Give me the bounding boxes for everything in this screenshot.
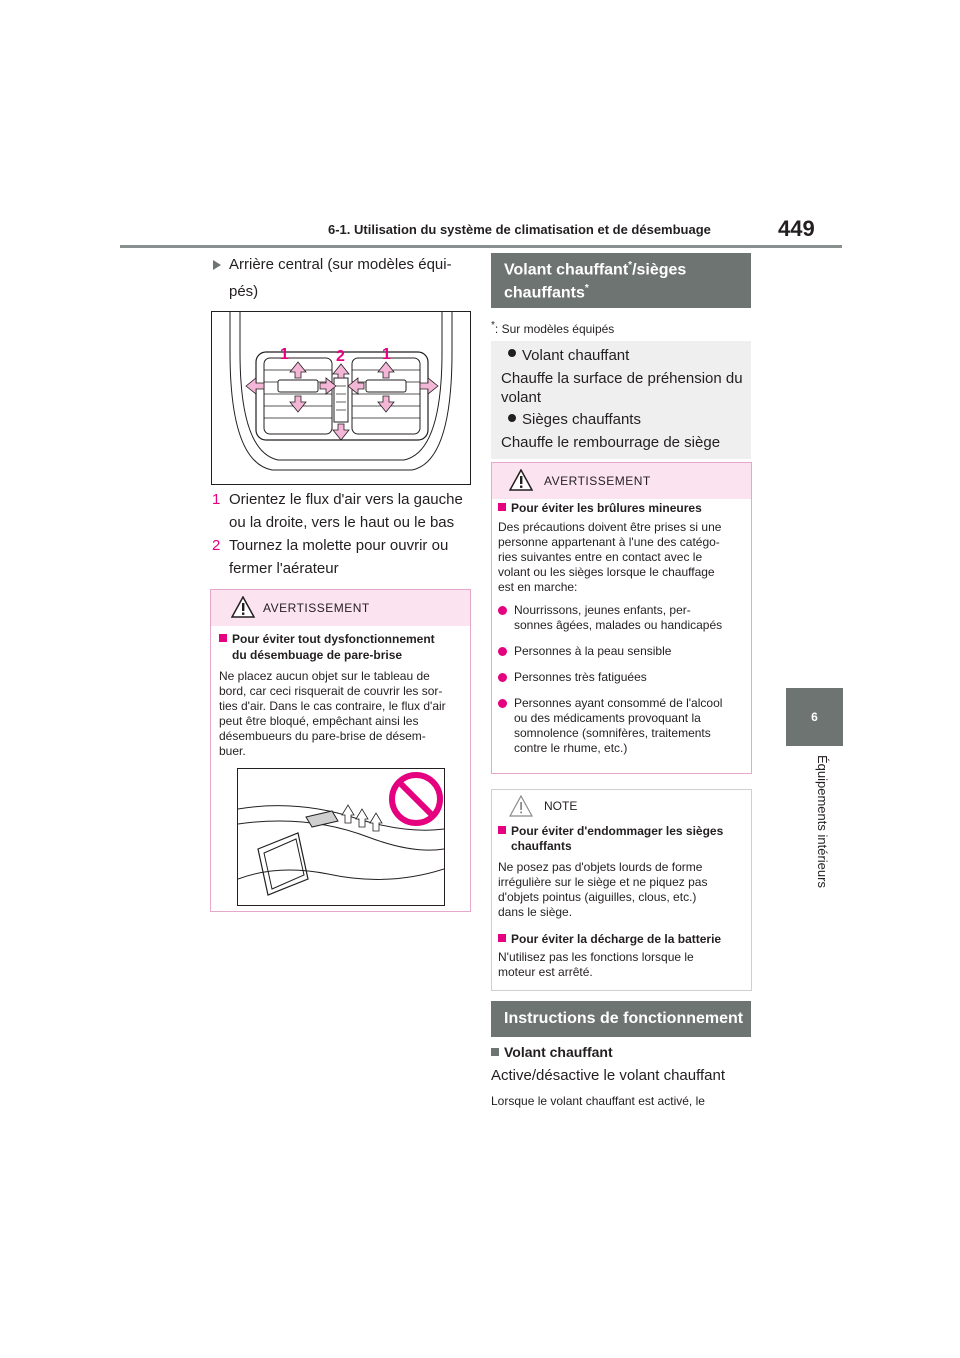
step-2 bbox=[212, 534, 474, 580]
warning-header bbox=[492, 463, 751, 499]
callout-1-left: 1 bbox=[280, 346, 289, 363]
list-item: Nourrissons, jeunes enfants, per- sonnes âgées, malades ou handicapés bbox=[498, 603, 743, 633]
dashboard-figure bbox=[237, 768, 445, 906]
note-header bbox=[492, 790, 751, 824]
feature-desc-line2: volant bbox=[501, 389, 542, 406]
callout-1-right: 1 bbox=[382, 346, 391, 363]
instructions-title: Instructions de fonctionnement bbox=[504, 1010, 744, 1027]
warning-subheading: Pour éviter tout dysfonctionnement bbox=[219, 632, 462, 647]
bullet-dot-icon bbox=[508, 349, 516, 357]
square-bullet-icon bbox=[498, 934, 506, 942]
defog-warning bbox=[210, 589, 471, 912]
steps-list bbox=[212, 488, 474, 580]
feature-desc-line1: Chauffe le rembourrage de siège bbox=[501, 434, 721, 451]
step-text-line2: fermer l'aérateur bbox=[229, 560, 339, 577]
warning-body: Ne placez aucun objet sur le tableau de bord, car ceci risquerait de couvrir les sor- ties d'air. Dans le cas contraire, le flux d'air peut être bloqué, empêchant ainsi les désembueurs du pare-brise de désem- buer. bbox=[219, 669, 446, 758]
square-bullet-icon bbox=[498, 503, 506, 511]
note-label: NOTE bbox=[544, 799, 578, 813]
rear-vent-figure bbox=[211, 311, 471, 485]
step-text-line1: Orientez le flux d'air vers la gauche bbox=[229, 491, 463, 508]
feature-name: Volant chauffant bbox=[522, 347, 630, 364]
list-item: Personnes à la peau sensible bbox=[498, 644, 743, 659]
bullet-dot-icon bbox=[498, 673, 507, 682]
bullet-dot-icon bbox=[508, 414, 516, 422]
note-box bbox=[491, 789, 752, 991]
rear-vent-illustration bbox=[212, 312, 470, 484]
step-number: 2 bbox=[212, 537, 221, 554]
list-item: Personnes très fatiguées bbox=[498, 670, 743, 685]
step-text-line1: Tournez la molette pour ouvrir ou bbox=[229, 537, 449, 554]
note-subheading: Pour éviter la décharge de la batterie bbox=[498, 932, 743, 947]
heated-features-box bbox=[491, 341, 751, 459]
section-title: 6-1. Utilisation du système de climatisation et de désembuage bbox=[328, 222, 711, 237]
square-bullet-icon bbox=[498, 826, 506, 834]
warning-triangle-icon bbox=[509, 469, 533, 491]
steering-small-text: Lorsque le volant chauffant est activé, le bbox=[491, 1094, 705, 1108]
step-1 bbox=[212, 488, 474, 534]
list-item: Personnes ayant consommé de l'alcool ou des médicaments provoquant la somnolence (somnifères, traitements contre le rhume, etc.) bbox=[498, 696, 743, 756]
triangle-bullet-icon bbox=[212, 259, 222, 271]
heated-section-header bbox=[491, 253, 751, 308]
heated-header-line1: Volant chauffant*/sièges bbox=[504, 260, 687, 279]
step-number: 1 bbox=[212, 491, 221, 508]
steering-subheading: Volant chauffant bbox=[491, 1041, 613, 1064]
burn-warning bbox=[491, 462, 752, 774]
page-number: 449 bbox=[778, 216, 815, 241]
rear-heading-line1: Arrière central (sur modèles équi- bbox=[229, 256, 452, 273]
instructions-section-header bbox=[491, 1001, 751, 1037]
note-body: N'utilisez pas les fonctions lorsque le moteur est arrêté. bbox=[498, 950, 694, 979]
caution-triangle-icon bbox=[509, 795, 533, 817]
step-text-line2: ou la droite, vers le haut ou le bas bbox=[229, 514, 455, 531]
bullet-dot-icon bbox=[498, 606, 507, 615]
warning-subheading-line2: du désembuage de pare-brise bbox=[232, 648, 403, 662]
warning-label: AVERTISSEMENT bbox=[263, 601, 370, 615]
note-subheading: Pour éviter d'endommager les sièges bbox=[498, 824, 743, 839]
rear-heading bbox=[212, 253, 472, 303]
header-rule bbox=[120, 245, 842, 248]
chapter-tab: 6 bbox=[786, 688, 843, 746]
chapter-label: Équipements intérieurs bbox=[815, 755, 830, 888]
warning-body: Des précautions doivent être prises si une personne appartenant à l'une des catégo- ries suivantes entre en contact avec le volant ou les sièges lorsque le chauffage est en marche: bbox=[498, 520, 722, 594]
warning-label: AVERTISSEMENT bbox=[544, 474, 651, 488]
rear-heading-line2: pés) bbox=[229, 283, 259, 300]
square-bullet-icon bbox=[491, 1048, 499, 1056]
footnote: *: Sur modèles équipés bbox=[491, 320, 615, 336]
warning-header bbox=[211, 590, 470, 626]
bullet-dot-icon bbox=[498, 647, 507, 656]
warning-triangle-icon bbox=[231, 596, 255, 618]
note-body: Ne posez pas d'objets lourds de forme irrégulière sur le siège et ne piquez pas d'objets pointus (aiguilles, clous, etc.) dans le siège. bbox=[498, 860, 708, 919]
dashboard-illustration bbox=[238, 769, 444, 905]
feature-name: Sièges chauffants bbox=[522, 411, 641, 428]
feature-desc-line1: Chauffe la surface de préhension du bbox=[501, 370, 743, 387]
note-subheading-line2: chauffants bbox=[511, 839, 572, 853]
square-bullet-icon bbox=[219, 634, 227, 642]
warning-subheading: Pour éviter les brûlures mineures bbox=[498, 501, 743, 516]
bullet-dot-icon bbox=[498, 699, 507, 708]
heated-header-line2: chauffants* bbox=[504, 283, 589, 302]
steering-text: Active/désactive le volant chauffant bbox=[491, 1067, 726, 1084]
callout-2: 2 bbox=[336, 348, 345, 365]
